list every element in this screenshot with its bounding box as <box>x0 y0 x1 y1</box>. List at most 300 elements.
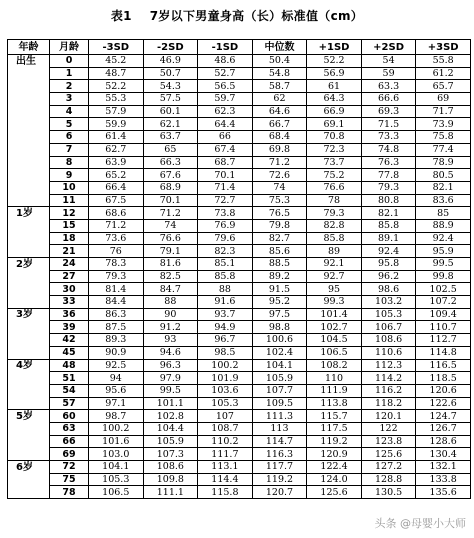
value-cell: 48.7 <box>89 67 144 80</box>
age-cell <box>8 67 50 80</box>
month-cell: 69 <box>50 448 89 461</box>
month-cell: 12 <box>50 207 89 220</box>
value-cell: 91.2 <box>143 321 198 334</box>
value-cell: 79.3 <box>89 270 144 283</box>
table-row <box>8 194 471 207</box>
value-cell: 81.6 <box>143 258 198 271</box>
value-cell: 65.7 <box>416 80 471 93</box>
table-row <box>8 461 471 474</box>
value-cell: 111.3 <box>252 410 307 423</box>
age-cell <box>8 283 50 296</box>
value-cell: 103.0 <box>89 448 144 461</box>
value-cell: 70.1 <box>143 194 198 207</box>
month-cell: 42 <box>50 334 89 347</box>
value-cell: 106.5 <box>307 346 362 359</box>
age-cell: 6岁 <box>8 461 50 474</box>
value-cell: 74 <box>143 219 198 232</box>
value-cell: 80.8 <box>361 194 416 207</box>
table-row <box>8 105 471 118</box>
month-cell: 3 <box>50 93 89 106</box>
age-cell <box>8 346 50 359</box>
value-cell: 81.4 <box>89 283 144 296</box>
value-cell: 99.8 <box>416 270 471 283</box>
value-cell: 79.3 <box>307 207 362 220</box>
age-cell <box>8 321 50 334</box>
value-cell: 68.4 <box>252 131 307 144</box>
table-row <box>8 270 471 283</box>
month-cell: 11 <box>50 194 89 207</box>
value-cell: 69.1 <box>307 118 362 131</box>
value-cell: 97.5 <box>252 308 307 321</box>
value-cell: 96.7 <box>198 334 253 347</box>
age-cell: 出生 <box>8 55 50 68</box>
value-cell: 71.2 <box>143 207 198 220</box>
value-cell: 82.1 <box>361 207 416 220</box>
month-cell: 75 <box>50 473 89 486</box>
month-cell: 4 <box>50 105 89 118</box>
header-row <box>8 40 471 55</box>
value-cell: 85.6 <box>252 245 307 258</box>
value-cell: 99.5 <box>143 384 198 397</box>
value-cell: 71.2 <box>89 219 144 232</box>
value-cell: 64.3 <box>307 93 362 106</box>
value-cell: 93 <box>143 334 198 347</box>
age-cell <box>8 372 50 385</box>
month-cell: 39 <box>50 321 89 334</box>
value-cell: 86.3 <box>89 308 144 321</box>
age-cell <box>8 270 50 283</box>
table-row <box>8 55 471 68</box>
value-cell: 105.9 <box>252 372 307 385</box>
header-median: 中位数 <box>252 40 307 55</box>
value-cell: 76.9 <box>198 219 253 232</box>
value-cell: 102.4 <box>252 346 307 359</box>
value-cell: 94 <box>89 372 144 385</box>
table-row <box>8 296 471 309</box>
value-cell: 69 <box>416 93 471 106</box>
value-cell: 63.7 <box>143 131 198 144</box>
value-cell: 66.9 <box>307 105 362 118</box>
value-cell: 62.7 <box>89 143 144 156</box>
value-cell: 126.7 <box>416 422 471 435</box>
value-cell: 98.7 <box>89 410 144 423</box>
value-cell: 75.3 <box>252 194 307 207</box>
value-cell: 85.8 <box>307 232 362 245</box>
value-cell: 82.7 <box>252 232 307 245</box>
value-cell: 125.6 <box>361 448 416 461</box>
value-cell: 124.7 <box>416 410 471 423</box>
value-cell: 73.6 <box>89 232 144 245</box>
value-cell: 116.3 <box>252 448 307 461</box>
value-cell: 102.5 <box>416 283 471 296</box>
value-cell: 59.7 <box>198 93 253 106</box>
value-cell: 64.6 <box>252 105 307 118</box>
value-cell: 54 <box>361 55 416 68</box>
value-cell: 77.8 <box>361 169 416 182</box>
value-cell: 61 <box>307 80 362 93</box>
height-standard-table <box>7 39 471 499</box>
header-minus1sd: -1SD <box>198 40 253 55</box>
header-age: 年龄 <box>8 40 50 55</box>
age-cell <box>8 334 50 347</box>
value-cell: 100.2 <box>89 422 144 435</box>
value-cell: 104.1 <box>252 359 307 372</box>
age-cell <box>8 448 50 461</box>
value-cell: 91.6 <box>198 296 253 309</box>
value-cell: 56.9 <box>307 67 362 80</box>
value-cell: 85.8 <box>361 219 416 232</box>
age-cell <box>8 435 50 448</box>
value-cell: 122.4 <box>307 461 362 474</box>
value-cell: 66.4 <box>89 181 144 194</box>
month-cell: 72 <box>50 461 89 474</box>
value-cell: 82.8 <box>307 219 362 232</box>
value-cell: 67.4 <box>198 143 253 156</box>
value-cell: 77.4 <box>416 143 471 156</box>
value-cell: 93.7 <box>198 308 253 321</box>
value-cell: 71.4 <box>198 181 253 194</box>
table-row <box>8 156 471 169</box>
month-cell: 24 <box>50 258 89 271</box>
value-cell: 52.2 <box>89 80 144 93</box>
table-row <box>8 93 471 106</box>
value-cell: 95 <box>307 283 362 296</box>
age-cell <box>8 422 50 435</box>
value-cell: 117.7 <box>252 461 307 474</box>
value-cell: 132.1 <box>416 461 471 474</box>
value-cell: 128.6 <box>416 435 471 448</box>
value-cell: 105.3 <box>89 473 144 486</box>
value-cell: 79.6 <box>198 232 253 245</box>
value-cell: 65 <box>143 143 198 156</box>
value-cell: 111.7 <box>198 448 253 461</box>
value-cell: 78 <box>307 194 362 207</box>
value-cell: 76.6 <box>143 232 198 245</box>
value-cell: 69.3 <box>361 105 416 118</box>
value-cell: 120.9 <box>307 448 362 461</box>
age-cell <box>8 384 50 397</box>
value-cell: 122.6 <box>416 397 471 410</box>
value-cell: 57.9 <box>89 105 144 118</box>
value-cell: 105.3 <box>361 308 416 321</box>
value-cell: 57.5 <box>143 93 198 106</box>
table-row <box>8 321 471 334</box>
age-cell <box>8 473 50 486</box>
age-cell <box>8 397 50 410</box>
value-cell: 100.2 <box>198 359 253 372</box>
value-cell: 82.3 <box>198 245 253 258</box>
table-row <box>8 232 471 245</box>
value-cell: 107.3 <box>143 448 198 461</box>
value-cell: 110 <box>307 372 362 385</box>
value-cell: 62.3 <box>198 105 253 118</box>
value-cell: 98.8 <box>252 321 307 334</box>
value-cell: 80.5 <box>416 169 471 182</box>
table-title: 表1 7岁以下男童身高（长）标准值（cm） <box>110 9 364 23</box>
value-cell: 82.1 <box>416 181 471 194</box>
value-cell: 74 <box>252 181 307 194</box>
value-cell: 92.4 <box>416 232 471 245</box>
value-cell: 66 <box>198 131 253 144</box>
table-row <box>8 422 471 435</box>
age-cell <box>8 80 50 93</box>
age-cell <box>8 118 50 131</box>
age-cell <box>8 194 50 207</box>
age-cell <box>8 105 50 118</box>
value-cell: 59.9 <box>89 118 144 131</box>
value-cell: 45.2 <box>89 55 144 68</box>
month-cell: 2 <box>50 80 89 93</box>
age-cell <box>8 143 50 156</box>
value-cell: 108.2 <box>307 359 362 372</box>
value-cell: 96.3 <box>143 359 198 372</box>
value-cell: 107.7 <box>252 384 307 397</box>
value-cell: 111.1 <box>143 486 198 499</box>
value-cell: 54.8 <box>252 67 307 80</box>
month-cell: 57 <box>50 397 89 410</box>
value-cell: 92.4 <box>361 245 416 258</box>
value-cell: 98.5 <box>198 346 253 359</box>
value-cell: 73.7 <box>307 156 362 169</box>
value-cell: 78.3 <box>89 258 144 271</box>
value-cell: 73.9 <box>416 118 471 131</box>
value-cell: 101.6 <box>89 435 144 448</box>
month-cell: 48 <box>50 359 89 372</box>
value-cell: 92.7 <box>307 270 362 283</box>
header-minus3sd: -3SD <box>89 40 144 55</box>
value-cell: 104.5 <box>307 334 362 347</box>
value-cell: 61.4 <box>89 131 144 144</box>
value-cell: 114.8 <box>416 346 471 359</box>
value-cell: 115.7 <box>307 410 362 423</box>
value-cell: 99.5 <box>416 258 471 271</box>
month-cell: 6 <box>50 131 89 144</box>
table-row <box>8 80 471 93</box>
value-cell: 78.9 <box>416 156 471 169</box>
value-cell: 61.2 <box>416 67 471 80</box>
value-cell: 89 <box>307 245 362 258</box>
table-row <box>8 410 471 423</box>
value-cell: 119.2 <box>307 435 362 448</box>
month-cell: 63 <box>50 422 89 435</box>
value-cell: 130.5 <box>361 486 416 499</box>
value-cell: 89.1 <box>361 232 416 245</box>
value-cell: 120.1 <box>361 410 416 423</box>
value-cell: 89.3 <box>89 334 144 347</box>
age-cell <box>8 93 50 106</box>
age-cell <box>8 219 50 232</box>
value-cell: 64.4 <box>198 118 253 131</box>
value-cell: 75.8 <box>416 131 471 144</box>
value-cell: 72.6 <box>252 169 307 182</box>
value-cell: 84.7 <box>143 283 198 296</box>
value-cell: 97.9 <box>143 372 198 385</box>
table-row <box>8 181 471 194</box>
age-cell: 2岁 <box>8 258 50 271</box>
month-cell: 33 <box>50 296 89 309</box>
value-cell: 123.8 <box>361 435 416 448</box>
table-row <box>8 283 471 296</box>
value-cell: 68.7 <box>198 156 253 169</box>
value-cell: 79.8 <box>252 219 307 232</box>
month-cell: 10 <box>50 181 89 194</box>
month-cell: 18 <box>50 232 89 245</box>
table-row <box>8 384 471 397</box>
value-cell: 110.2 <box>198 435 253 448</box>
month-cell: 1 <box>50 67 89 80</box>
value-cell: 94.9 <box>198 321 253 334</box>
table-row <box>8 448 471 461</box>
value-cell: 110.7 <box>416 321 471 334</box>
value-cell: 63.9 <box>89 156 144 169</box>
value-cell: 114.2 <box>361 372 416 385</box>
table-row <box>8 397 471 410</box>
table-row <box>8 245 471 258</box>
value-cell: 48.6 <box>198 55 253 68</box>
value-cell: 50.7 <box>143 67 198 80</box>
table-row <box>8 169 471 182</box>
value-cell: 95.2 <box>252 296 307 309</box>
value-cell: 85.8 <box>198 270 253 283</box>
age-cell <box>8 232 50 245</box>
value-cell: 107 <box>198 410 253 423</box>
header-minus2sd: -2SD <box>143 40 198 55</box>
value-cell: 82.5 <box>143 270 198 283</box>
value-cell: 116.2 <box>361 384 416 397</box>
value-cell: 55.3 <box>89 93 144 106</box>
value-cell: 95.8 <box>361 258 416 271</box>
value-cell: 100.6 <box>252 334 307 347</box>
month-cell: 8 <box>50 156 89 169</box>
value-cell: 115.8 <box>198 486 253 499</box>
value-cell: 105.9 <box>143 435 198 448</box>
value-cell: 88.5 <box>252 258 307 271</box>
value-cell: 76.3 <box>361 156 416 169</box>
age-cell: 4岁 <box>8 359 50 372</box>
month-cell: 7 <box>50 143 89 156</box>
value-cell: 54.3 <box>143 80 198 93</box>
value-cell: 114.4 <box>198 473 253 486</box>
value-cell: 71.5 <box>361 118 416 131</box>
value-cell: 67.6 <box>143 169 198 182</box>
value-cell: 125.6 <box>307 486 362 499</box>
age-cell <box>8 169 50 182</box>
month-cell: 15 <box>50 219 89 232</box>
value-cell: 98.6 <box>361 283 416 296</box>
value-cell: 71.2 <box>252 156 307 169</box>
value-cell: 71.7 <box>416 105 471 118</box>
value-cell: 112.3 <box>361 359 416 372</box>
value-cell: 113 <box>252 422 307 435</box>
value-cell: 70.1 <box>198 169 253 182</box>
value-cell: 88.9 <box>416 219 471 232</box>
value-cell: 128.8 <box>361 473 416 486</box>
value-cell: 112.7 <box>416 334 471 347</box>
value-cell: 109.4 <box>416 308 471 321</box>
value-cell: 92.5 <box>89 359 144 372</box>
month-cell: 54 <box>50 384 89 397</box>
value-cell: 74.8 <box>361 143 416 156</box>
value-cell: 109.5 <box>252 397 307 410</box>
value-cell: 76 <box>89 245 144 258</box>
value-cell: 58.7 <box>252 80 307 93</box>
value-cell: 62.1 <box>143 118 198 131</box>
table-row <box>8 486 471 499</box>
month-cell: 9 <box>50 169 89 182</box>
value-cell: 103.6 <box>198 384 253 397</box>
value-cell: 73.3 <box>361 131 416 144</box>
value-cell: 66.6 <box>361 93 416 106</box>
value-cell: 70.8 <box>307 131 362 144</box>
value-cell: 68.6 <box>89 207 144 220</box>
value-cell: 106.5 <box>89 486 144 499</box>
age-cell <box>8 245 50 258</box>
value-cell: 108.6 <box>143 461 198 474</box>
watermark: 头条 @母婴小大师 <box>374 517 466 530</box>
table-row <box>8 359 471 372</box>
month-cell: 5 <box>50 118 89 131</box>
value-cell: 119.2 <box>252 473 307 486</box>
value-cell: 120.6 <box>416 384 471 397</box>
value-cell: 88 <box>198 283 253 296</box>
table-row <box>8 372 471 385</box>
table-row <box>8 435 471 448</box>
month-cell: 45 <box>50 346 89 359</box>
value-cell: 114.7 <box>252 435 307 448</box>
value-cell: 110.6 <box>361 346 416 359</box>
value-cell: 87.5 <box>89 321 144 334</box>
age-cell <box>8 181 50 194</box>
value-cell: 120.7 <box>252 486 307 499</box>
age-cell <box>8 156 50 169</box>
value-cell: 52.7 <box>198 67 253 80</box>
month-cell: 60 <box>50 410 89 423</box>
value-cell: 73.8 <box>198 207 253 220</box>
value-cell: 89.2 <box>252 270 307 283</box>
age-cell <box>8 486 50 499</box>
value-cell: 101.4 <box>307 308 362 321</box>
value-cell: 72.3 <box>307 143 362 156</box>
table-row <box>8 346 471 359</box>
value-cell: 46.9 <box>143 55 198 68</box>
value-cell: 66.7 <box>252 118 307 131</box>
value-cell: 101.9 <box>198 372 253 385</box>
value-cell: 108.6 <box>361 334 416 347</box>
value-cell: 95.6 <box>89 384 144 397</box>
value-cell: 99.3 <box>307 296 362 309</box>
value-cell: 107.2 <box>416 296 471 309</box>
table-row <box>8 131 471 144</box>
value-cell: 76.6 <box>307 181 362 194</box>
value-cell: 104.1 <box>89 461 144 474</box>
value-cell: 102.8 <box>143 410 198 423</box>
value-cell: 92.1 <box>307 258 362 271</box>
value-cell: 79.1 <box>143 245 198 258</box>
value-cell: 101.1 <box>143 397 198 410</box>
value-cell: 85 <box>416 207 471 220</box>
month-cell: 30 <box>50 283 89 296</box>
age-cell <box>8 131 50 144</box>
value-cell: 135.6 <box>416 486 471 499</box>
value-cell: 84.4 <box>89 296 144 309</box>
value-cell: 116.5 <box>416 359 471 372</box>
table-row <box>8 67 471 80</box>
age-cell <box>8 296 50 309</box>
month-cell: 27 <box>50 270 89 283</box>
table-row <box>8 473 471 486</box>
month-cell: 66 <box>50 435 89 448</box>
value-cell: 122 <box>361 422 416 435</box>
